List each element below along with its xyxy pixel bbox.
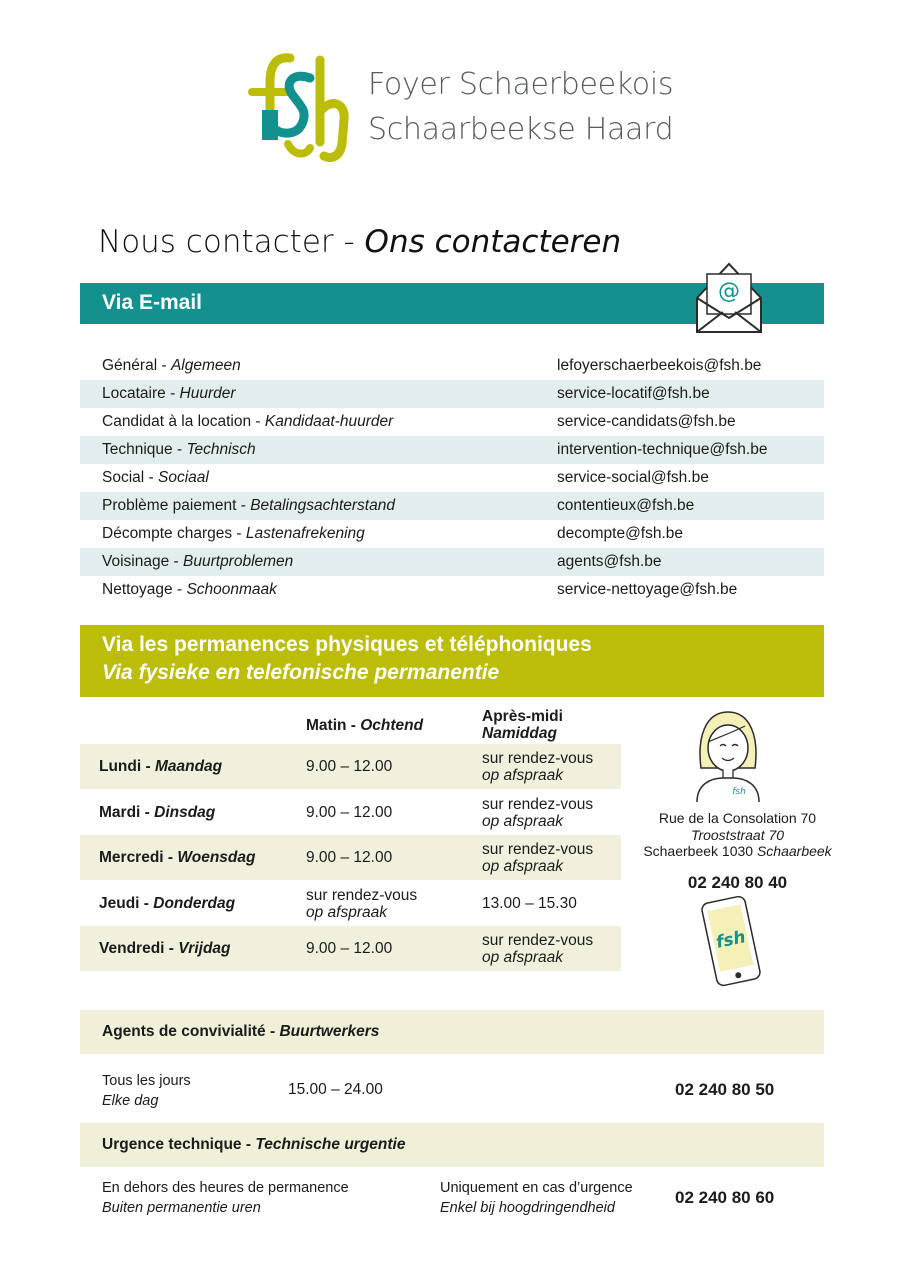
email-row-label-fr: Décompte charges [102,525,233,542]
schedule-day-fr: Jeudi [99,894,140,912]
email-row-label: Général - Algemeen [102,357,241,374]
title-fr: Nous contacter [98,224,334,260]
schedule-row [80,790,621,835]
schedule-cell-afternoon-sub: op afspraak [482,812,563,830]
email-row [80,352,824,380]
page-title [98,224,621,260]
svg-text:fsh: fsh [714,927,748,953]
address-street-nl [625,827,850,843]
schedule-cell-afternoon-main: sur rendez-vous [482,750,594,767]
column-afternoon-fr: Après-midi [482,708,563,725]
schedule-day-fr: Vendredi [99,940,165,957]
email-address-link[interactable]: service-candidats@fsh.be [557,413,736,430]
woman-avatar-icon [693,708,763,802]
urgence-title-nl: Technische urgentie [255,1136,406,1153]
schedule-cell-afternoon [482,796,593,830]
schedule-day-nl: Vrijdag [178,940,231,957]
schedule-row [80,926,621,971]
schedule-cell-afternoon-sub: op afspraak [482,767,563,784]
schedule-cell-morning [306,804,392,821]
schedule-cell-afternoon-main: sur rendez-vous [482,795,594,813]
address-city [625,843,850,859]
email-row-label: Technique - Technisch [102,441,256,458]
schedule-day-nl: Dinsdag [154,803,216,821]
schedule-day-nl: Woensdag [177,849,256,866]
fsh-logo [248,52,358,164]
email-row-label: Décompte charges - Lastenafrekening [102,525,365,542]
email-row-label-fr: Social [102,469,145,486]
email-address-link[interactable]: contentieux@fsh.be [557,497,695,514]
agents-section-header [80,1010,824,1054]
agents-phone[interactable]: 02 240 80 50 [675,1080,775,1099]
email-section-title: Via E-mail [102,291,202,314]
urgence-phone[interactable]: 02 240 80 60 [675,1188,775,1207]
permanence-phone[interactable]: 02 240 80 40 [687,873,788,892]
email-row-label-nl: Lastenafrekening [245,525,365,542]
agents-hours: 15.00 – 24.00 [288,1081,383,1098]
address-city-fr: Schaerbeek 1030 [643,843,754,859]
urgence-condition-fr: Uniquement en cas d’urgence [440,1180,633,1196]
email-row-label-nl: Algemeen [170,357,241,374]
permanence-title-nl: Via fysieke en telefonische permanentie [102,661,500,684]
email-row-label: Problème paiement - Betalingsachterstand [102,497,395,514]
email-row-label-fr: Problème paiement [102,497,237,514]
schedule-cell-afternoon-sub: op afspraak [482,949,563,966]
schedule-cell-morning [306,849,392,866]
email-row [80,380,824,408]
urgence-section-header [80,1123,824,1167]
schedule-cell-morning [306,758,392,775]
schedule-row [80,744,621,789]
agents-title-fr: Agents de convivialité [102,1023,266,1040]
email-address-link[interactable]: agents@fsh.be [557,553,662,570]
email-row-label-fr: Nettoyage [102,581,173,598]
envelope-at-icon [693,258,765,336]
schedule-cell-afternoon [482,932,593,966]
email-row-label-nl: Kandidaat-huurder [264,413,394,430]
email-row-label-fr: Général [102,357,158,374]
email-row [80,464,824,492]
urgence-condition-nl: Enkel bij hoogdringendheid [440,1200,615,1216]
email-row-label-nl: Betalingsachterstand [250,497,395,514]
urgence-condition [440,1178,633,1218]
urgence-title: Urgence technique - Technische urgentie [102,1136,406,1153]
schedule-cell-afternoon-main: sur rendez-vous [482,932,594,949]
schedule-day: Lundi - Maandag [99,758,223,775]
schedule-cell-morning-main: sur rendez-vous [306,886,418,904]
brand-name-nl: Schaarbeekse Haard [368,112,674,147]
schedule-cell-morning-main: 9.00 – 12.00 [306,940,393,957]
schedule-cell-afternoon-main: sur rendez-vous [482,841,594,858]
title-separator: - [333,224,365,260]
agents-title: Agents de convivialité - Buurtwerkers [102,1023,380,1040]
email-row-label-nl: Buurtproblemen [183,553,294,570]
email-row-label-fr: Candidat à la location [102,413,252,430]
agents-when [102,1071,191,1111]
schedule-cell-morning [306,887,417,921]
svg-text:@: @ [718,279,740,304]
email-row-label-fr: Voisinage [102,553,170,570]
schedule-day: Mercredi - Woensdag [99,849,256,866]
address-city-nl: Schaarbeek [756,843,832,859]
schedule-cell-afternoon [482,750,593,784]
email-row-label: Locataire - Huurder [102,385,236,402]
schedule-day: Jeudi - Donderdag [99,894,236,912]
schedule-cell-afternoon [482,841,593,875]
schedule-day-fr: Mardi [99,803,141,821]
email-row [80,492,824,520]
column-morning-nl: Ochtend [360,717,424,734]
email-row-label: Voisinage - Buurtproblemen [102,553,294,570]
urgence-when-fr: En dehors des heures de permanence [102,1180,349,1196]
urgence-when-nl: Buiten permanentie uren [102,1200,261,1216]
permanence-title-fr: Via les permanences physiques et téléphoniques [102,633,592,656]
address-street-fr: Rue de la Consolation 70 [658,810,817,826]
email-row [80,436,824,464]
email-address-link[interactable]: service-nettoyage@fsh.be [557,581,738,598]
email-row-label-nl: Technisch [186,441,256,458]
email-row-label-nl: Sociaal [158,469,209,486]
schedule-row [80,835,621,880]
column-morning-fr: Matin [306,717,347,734]
email-row-label-nl: Huurder [179,385,236,402]
email-row [80,548,824,576]
schedule-cell-morning [306,940,392,957]
email-row-label: Candidat à la location - Kandidaat-huurder [102,413,394,430]
address-street-nl-text: Trooststraat 70 [690,827,785,843]
agents-title-nl: Buurtwerkers [279,1023,380,1040]
schedule-day-fr: Mercredi [99,849,164,866]
permanence-section-header [80,625,824,697]
schedule-day-nl: Maandag [154,758,223,775]
urgence-title-fr: Urgence technique [102,1136,242,1153]
email-row [80,576,824,604]
column-header-morning: Matin - Ochtend [306,717,424,734]
schedule-row [80,881,621,926]
brand-name-fr: Foyer Schaerbeekois [368,67,674,102]
column-header-afternoon [482,708,563,742]
email-row-label-fr: Locataire [102,385,166,402]
email-address-link[interactable]: service-locatif@fsh.be [557,385,710,402]
schedule-cell-afternoon-main: 13.00 – 15.30 [482,894,577,912]
urgence-when [102,1178,349,1218]
smartphone-icon [697,895,765,987]
column-afternoon-nl: Namiddag [482,725,557,742]
schedule-cell-morning-main: 9.00 – 12.00 [306,758,393,775]
title-nl: Ons contacteren [364,224,622,260]
email-row-label: Nettoyage - Schoonmaak [102,581,277,598]
svg-text:fsh: fsh [732,787,746,797]
schedule-day-fr: Lundi [99,758,142,775]
schedule-cell-morning-main: 9.00 – 12.00 [306,849,393,866]
schedule-day: Mardi - Dinsdag [99,803,216,821]
schedule-day: Vendredi - Vrijdag [99,940,231,957]
email-row [80,520,824,548]
schedule-day-nl: Donderdag [153,894,236,912]
email-address-link[interactable]: intervention-technique@fsh.be [557,441,768,458]
schedule-cell-afternoon [482,895,577,912]
email-address-link[interactable]: service-social@fsh.be [557,469,709,486]
email-address-link[interactable]: lefoyerschaerbeekois@fsh.be [557,357,762,374]
schedule-cell-morning-sub: op afspraak [306,903,387,921]
email-address-link[interactable]: decompte@fsh.be [557,525,684,542]
agents-when-nl: Elke dag [102,1093,159,1109]
schedule-cell-afternoon-sub: op afspraak [482,858,563,875]
email-row-label-fr: Technique [102,441,173,458]
email-row-label: Social - Sociaal [102,469,209,486]
schedule-cell-morning-main: 9.00 – 12.00 [306,803,393,821]
email-row [80,408,824,436]
email-row-label-nl: Schoonmaak [186,581,277,598]
agents-when-fr: Tous les jours [102,1073,191,1089]
